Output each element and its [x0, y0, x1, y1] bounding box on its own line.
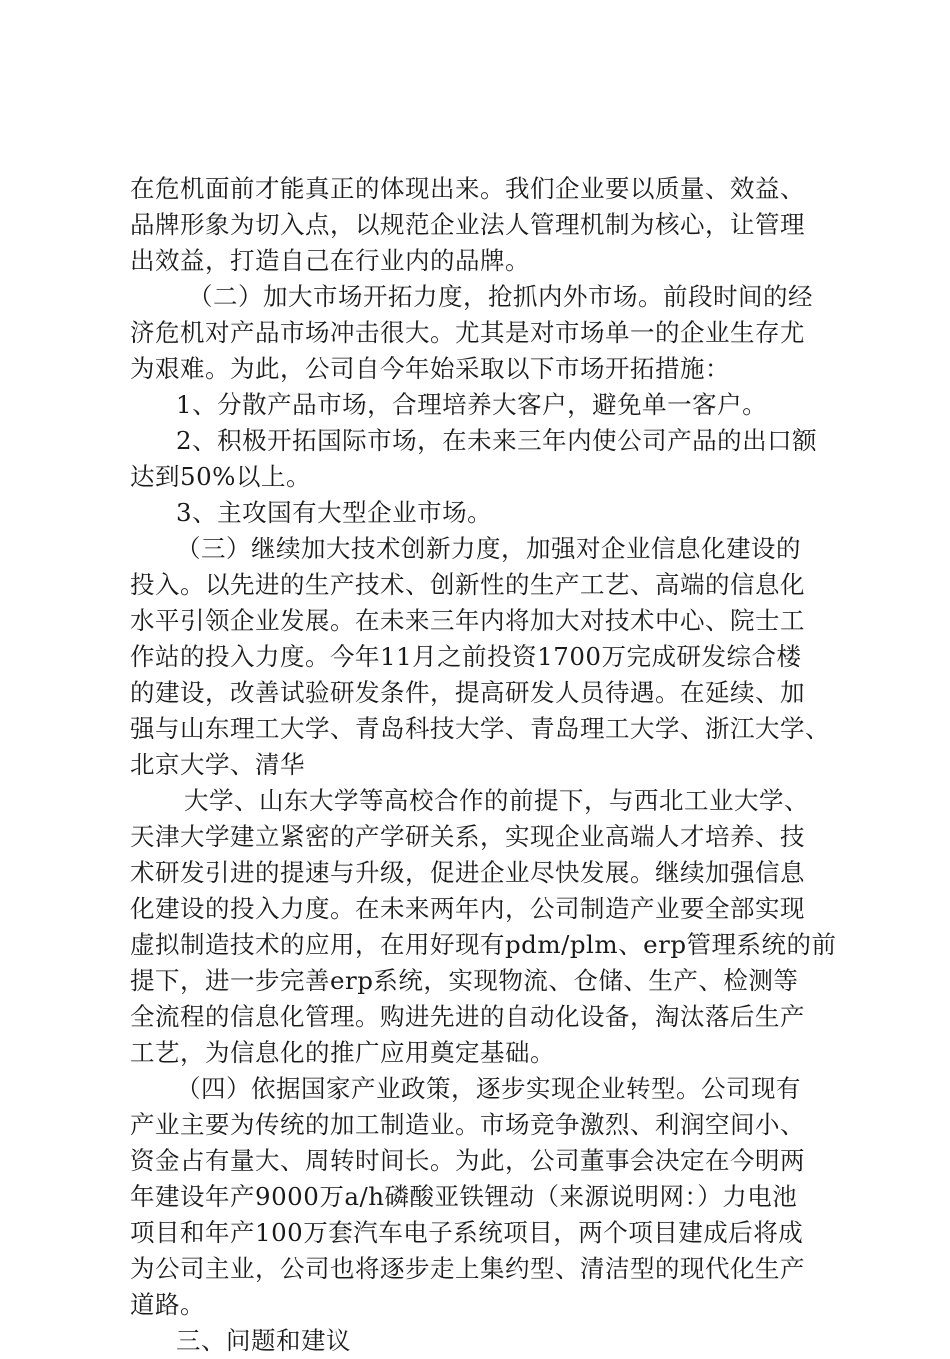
- text-line: 工艺，为信息化的推广应用奠定基础。: [130, 1038, 555, 1067]
- text-line: 济危机对产品市场冲击很大。尤其是对市场单一的企业生存尤: [130, 318, 805, 347]
- text-line: 出效益，打造自己在行业内的品牌。: [130, 246, 530, 275]
- paragraph-heading-2: （二）加大市场开拓力度，抢抓内外市场。前段时间的经: [188, 282, 813, 311]
- text-line: 的建设，改善试验研发条件，提高研发人员待遇。在延续、加: [130, 678, 805, 707]
- section-heading: 三、问题和建议: [176, 1326, 351, 1355]
- text-line: 作站的投入力度。今年11月之前投资1700万完成研发综合楼: [130, 642, 802, 671]
- text-line: 虚拟制造技术的应用，在用好现有pdm/plm、erp管理系统的前: [130, 930, 837, 959]
- text-line: 北京大学、清华: [130, 750, 305, 779]
- text-line: 强与山东理工大学、青岛科技大学、青岛理工大学、浙江大学、: [130, 714, 830, 743]
- text-line: 资金占有量大、周转时间长。为此，公司董事会决定在今明两: [130, 1146, 805, 1175]
- text-line: 为艰难。为此，公司自今年始采取以下市场开拓措施：: [130, 354, 730, 383]
- text-line: 提下，进一步完善erp系统，实现物流、仓储、生产、检测等: [130, 966, 799, 995]
- text-line: 全流程的信息化管理。购进先进的自动化设备，淘汰落后生产: [130, 1002, 805, 1031]
- text-line: 大学、山东大学等高校合作的前提下，与西北工业大学、: [184, 786, 809, 815]
- text-line: 达到50%以上。: [130, 462, 311, 491]
- list-item-2: 2、积极开拓国际市场，在未来三年内使公司产品的出口额: [176, 426, 818, 455]
- text-line: 产业主要为传统的加工制造业。市场竞争激烈、利润空间小、: [130, 1110, 805, 1139]
- text-line: 在危机面前才能真正的体现出来。我们企业要以质量、效益、: [130, 174, 805, 203]
- text-line: 道路。: [130, 1290, 205, 1319]
- list-item-3: 3、主攻国有大型企业市场。: [176, 498, 493, 527]
- list-item-1: 1、分散产品市场，合理培养大客户，避免单一客户。: [176, 390, 768, 419]
- text-line: 为公司主业，公司也将逐步走上集约型、清洁型的现代化生产: [130, 1254, 805, 1283]
- paragraph-heading-3: （三）继续加大技术创新力度，加强对企业信息化建设的: [176, 534, 801, 563]
- text-line: 品牌形象为切入点，以规范企业法人管理机制为核心，让管理: [130, 210, 805, 239]
- text-line: 化建设的投入力度。在未来两年内，公司制造产业要全部实现: [130, 894, 805, 923]
- text-line: 术研发引进的提速与升级，促进企业尽快发展。继续加强信息: [130, 858, 805, 887]
- paragraph-heading-4: （四）依据国家产业政策，逐步实现企业转型。公司现有: [176, 1074, 801, 1103]
- text-line: 投入。以先进的生产技术、创新性的生产工艺、高端的信息化: [130, 570, 805, 599]
- text-line: 天津大学建立紧密的产学研关系，实现企业高端人才培养、技: [130, 822, 805, 851]
- text-line: 水平引领企业发展。在未来三年内将加大对技术中心、院士工: [130, 606, 805, 635]
- text-line: 项目和年产100万套汽车电子系统项目，两个项目建成后将成: [130, 1218, 804, 1247]
- text-line: 年建设年产9000万a/h磷酸亚铁锂动（来源说明网：）力电池: [130, 1182, 798, 1211]
